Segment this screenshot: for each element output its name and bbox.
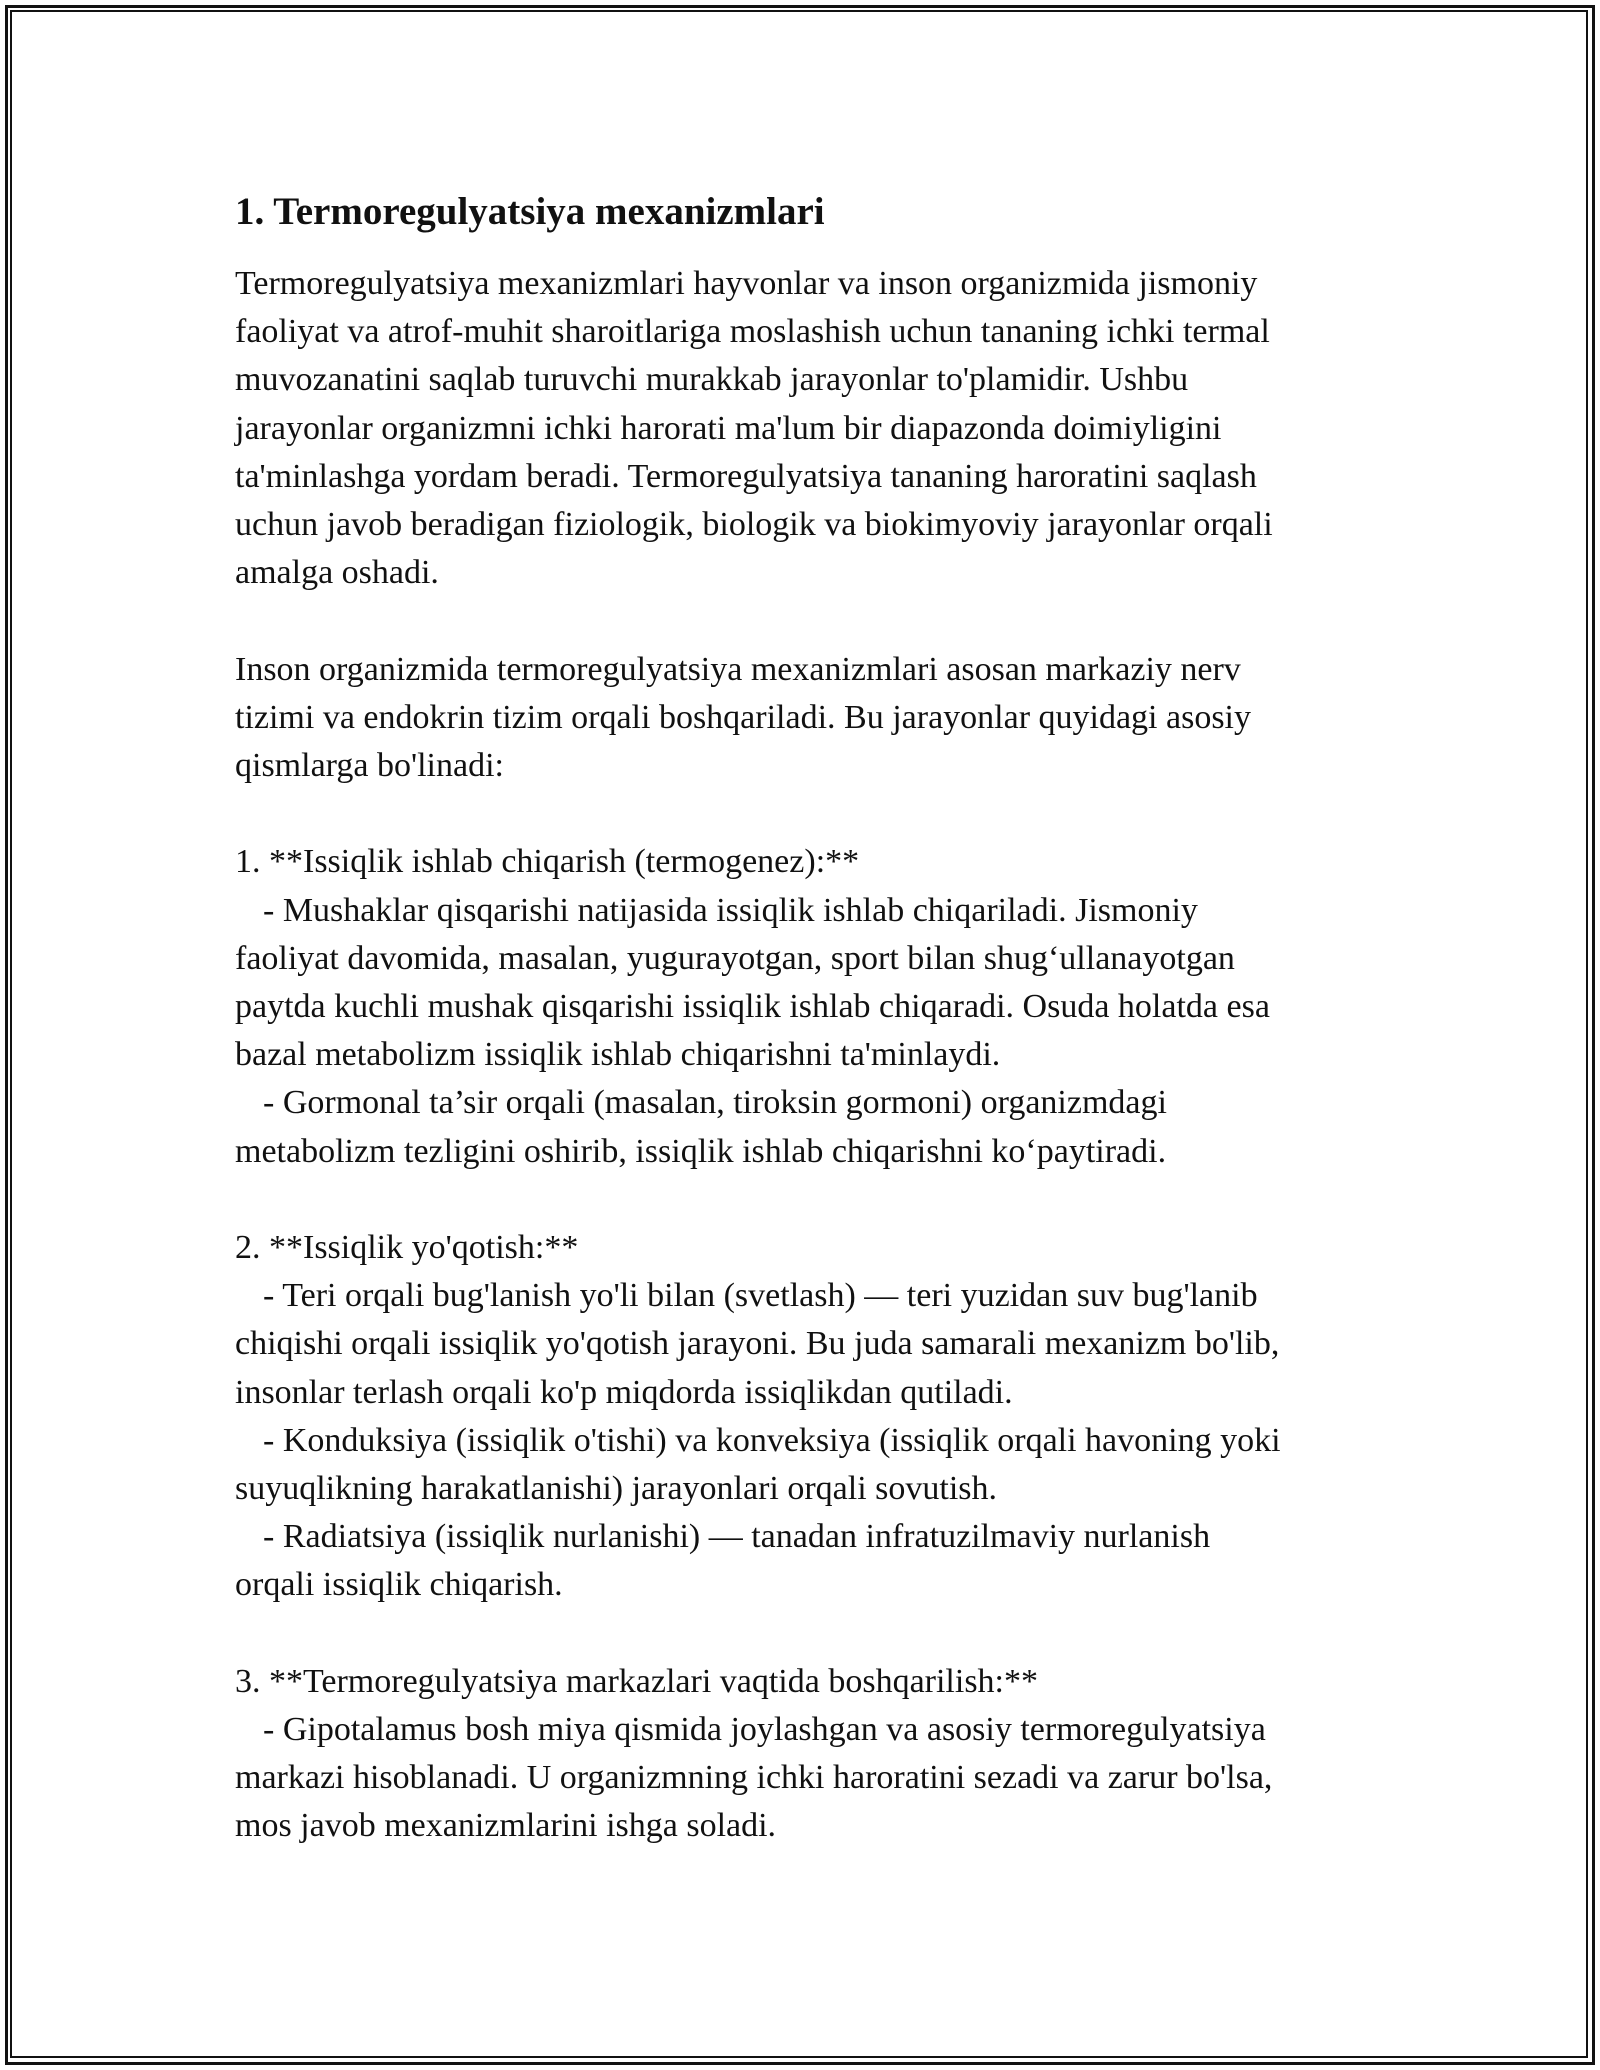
text-line: Termoregulyatsiya mexanizmlari hayvonlar va inson organizmida jismoniy	[235, 265, 1258, 302]
text-line: faoliyat davomida, masalan, yugurayotgan, sport bilan shug‘ullanayotgan	[235, 939, 1235, 977]
text-line: chiqishi orqali issiqlik yo'qotish jarayoni. Bu juda samarali mexanizm bo'lib,	[235, 1325, 1280, 1363]
paragraph-gap	[235, 790, 1395, 838]
text-line: amalga oshadi.	[235, 554, 439, 592]
text-line: - Gipotalamus bosh miya qismida joylashgan va asosiy termoregulyatsiya	[263, 1711, 1266, 1749]
section-1	[235, 838, 1395, 1175]
text-line: orqali issiqlik chiqarish.	[235, 1566, 563, 1604]
section-1-title: 1. **Issiqlik ishlab chiqarish (termogenez):**	[235, 843, 860, 881]
section-3	[235, 1658, 1395, 1851]
text-line: suyuqlikning harakatlanishi) jarayonlari orqali sovutish.	[235, 1470, 998, 1508]
section-2	[235, 1224, 1395, 1610]
text-line: paytda kuchli mushak qisqarishi issiqlik ishlab chiqaradi. Osuda holatda esa	[235, 988, 1270, 1026]
text-line: - Mushaklar qisqarishi natijasida issiqlik ishlab chiqariladi. Jismoniy	[263, 891, 1198, 929]
text-line: uchun javob beradigan fiziologik, biologik va biokimyoviy jarayonlar orqali	[235, 506, 1273, 544]
text-line: Inson organizmida termoregulyatsiya mexanizmlari asosan markaziy nerv	[235, 650, 1241, 688]
text-line: jarayonlar organizmni ichki harorati ma'lum bir diapazonda doimiyligini	[235, 409, 1222, 447]
intro-paragraph	[235, 260, 1395, 597]
text-line: mos javob mexanizmlarini ishga soladi.	[235, 1807, 777, 1845]
document-body	[235, 186, 1395, 1851]
paragraph-gap	[235, 597, 1395, 645]
text-line: markazi hisoblanadi. U organizmning ichki haroratini sezadi va zarur bo'lsa,	[235, 1759, 1273, 1797]
paragraph-gap	[235, 1176, 1395, 1224]
text-line: tizimi va endokrin tizim orqali boshqariladi. Bu jarayonlar quyidagi asosiy	[235, 698, 1251, 736]
paragraph-gap	[235, 1610, 1395, 1658]
document-heading: 1. Termoregulyatsiya mexanizmlari	[235, 190, 825, 233]
section-2-title: 2. **Issiqlik yo'qotish:**	[235, 1229, 579, 1267]
text-line: faoliyat va atrof-muhit sharoitlariga moslashish uchun tananing ichki termal	[235, 313, 1270, 351]
text-line: bazal metabolizm issiqlik ishlab chiqarishni ta'minlaydi.	[235, 1036, 1001, 1074]
text-line: metabolizm tezligini oshirib, issiqlik ishlab chiqarishni ko‘paytiradi.	[235, 1132, 1167, 1170]
text-line: insonlar terlash orqali ko'p miqdorda issiqlikdan qutiladi.	[235, 1373, 1013, 1411]
text-line: - Gormonal ta’sir orqali (masalan, tiroksin gormoni) organizmdagi	[263, 1084, 1167, 1122]
text-line: - Radiatsiya (issiqlik nurlanishi) — tanadan infratuzilmaviy nurlanish	[263, 1518, 1211, 1556]
section-3-title: 3. **Termoregulyatsiya markazlari vaqtida boshqarilish:**	[235, 1662, 1039, 1700]
text-line: ta'minlashga yordam beradi. Termoregulyatsiya tananing haroratini saqlash	[235, 457, 1257, 495]
text-line: - Teri orqali bug'lanish yo'li bilan (svetlash) — teri yuzidan suv bug'lanib	[263, 1277, 1258, 1315]
text-line: muvozanatini saqlab turuvchi murakkab jarayonlar to'plamidir. Ushbu	[235, 361, 1189, 399]
text-line: qismlarga bo'linadi:	[235, 747, 504, 785]
text-line: - Konduksiya (issiqlik o'tishi) va konveksiya (issiqlik orqali havoning yoki	[263, 1421, 1281, 1459]
second-paragraph	[235, 646, 1395, 791]
